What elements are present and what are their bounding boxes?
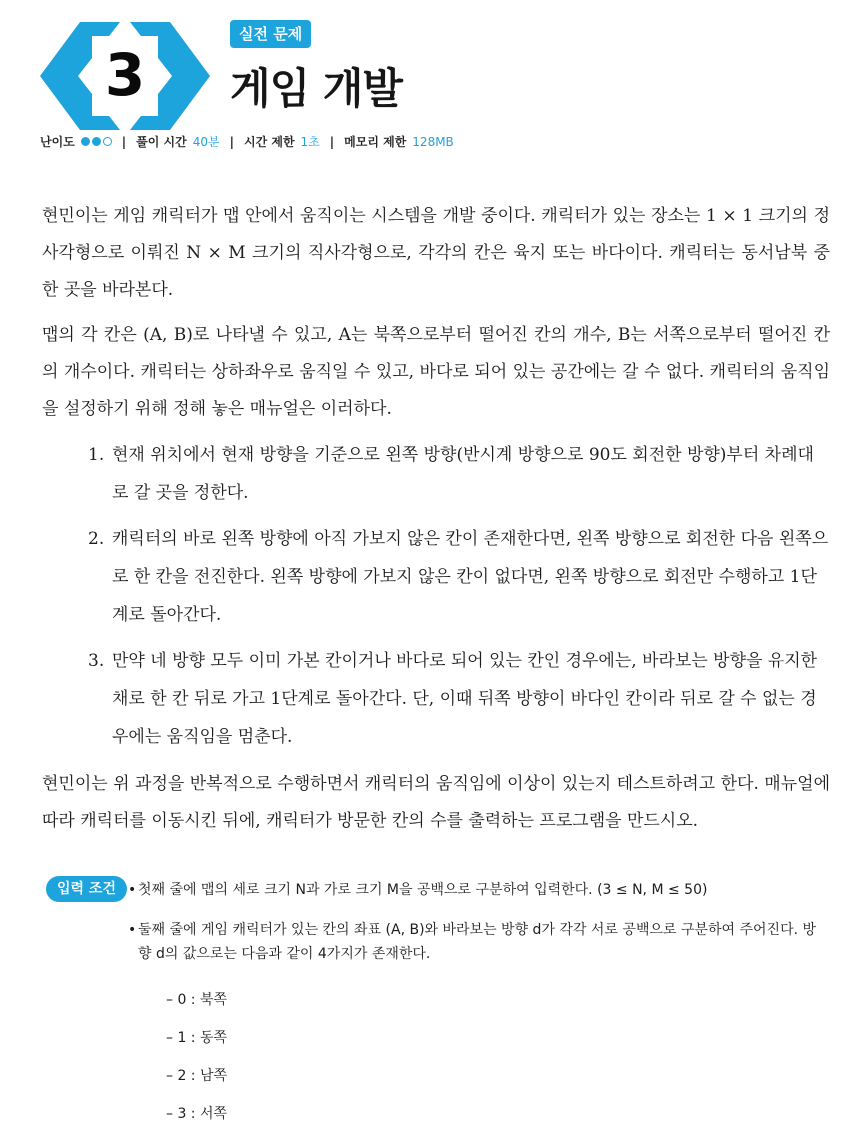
step-number: 2.	[88, 529, 105, 549]
input-line-1: • 첫째 줄에 맵의 세로 크기 N과 가로 크기 M을 공백으로 구분하여 입력한다. (3 ≤ N, M ≤ 50)	[138, 878, 828, 902]
direction-south: – 2 : 남쪽	[166, 1068, 228, 1084]
page-title: 게임 개발	[230, 64, 402, 113]
solve-time-label: 풀이 시간	[136, 135, 187, 149]
step-item	[88, 642, 830, 756]
separator: |	[121, 134, 127, 149]
input-line-2: • 둘째 줄에 게임 캐릭터가 있는 칸의 좌표 (A, B)와 바라보는 방향 d가 각각 서로 공백으로 구분하여 주어진다. 방향 d의 값으로는 다음과 같이 4가지가 존재한다.	[138, 918, 828, 966]
direction-north: – 0 : 북쪽	[166, 992, 228, 1008]
intro-paragraph: 현민이는 게임 캐릭터가 맵 안에서 움직이는 시스템을 개발 중이다. 캐릭터가 있는 장소는 1 × 1 크기의 정사각형으로 이뤄진 N × M 크기의 직사각형으로, 각각의 칸은 육지 또는 바다이다. 캐릭터는 동서남북 중 한 곳을 바라본다.	[42, 206, 830, 300]
step-number: 3.	[88, 651, 105, 671]
difficulty-dot-filled	[81, 137, 90, 146]
step-text: 현재 위치에서 현재 방향을 기준으로 왼쪽 방향(반시계 방향으로 90도 회전한 방향)부터 차례대로 갈 곳을 정한다.	[112, 445, 814, 503]
separator: |	[229, 134, 234, 149]
problem-meta	[40, 133, 454, 150]
input-conditions-badge: 입력 조건	[46, 876, 127, 902]
time-limit-value: 1초	[300, 135, 320, 149]
practice-badge: 실전 문제	[230, 20, 311, 48]
closing-paragraph: 현민이는 위 과정을 반복적으로 수행하면서 캐릭터의 움직임에 이상이 있는지 테스트하려고 한다. 매뉴얼에 따라 캐릭터를 이동시킨 뒤에, 캐릭터가 방문한 칸의 수를 출력하는 프로그램을 만드시오.	[42, 774, 830, 831]
step-number: 1.	[88, 445, 105, 465]
problem-number: 3	[104, 41, 146, 109]
difficulty-dots	[81, 137, 112, 146]
memory-limit-label: 메모리 제한	[344, 135, 407, 149]
problem-number-logo	[40, 22, 210, 130]
difficulty-dot-filled	[92, 137, 101, 146]
difficulty-dot-empty	[103, 137, 112, 146]
step-item	[88, 520, 830, 634]
difficulty-label: 난이도	[40, 135, 75, 149]
memory-limit-value: 128MB	[412, 134, 454, 149]
problem-statement	[42, 198, 830, 848]
step-text: 캐릭터의 바로 왼쪽 방향에 아직 가보지 않은 칸이 존재한다면, 왼쪽 방향으로 회전한 다음 왼쪽으로 한 칸을 전진한다. 왼쪽 방향에 가보지 않은 칸이 없다면, 왼쪽 방향으로 회전만 수행하고 1단계로 돌아간다.	[112, 529, 829, 625]
time-limit-label: 시간 제한	[243, 135, 295, 149]
direction-west: – 3 : 서쪽	[166, 1106, 228, 1122]
step-text: 만약 네 방향 모두 이미 가본 칸이거나 바다로 되어 있는 칸인 경우에는, 바라보는 방향을 유지한 채로 한 칸 뒤로 가고 1단계로 돌아간다. 단, 이때 뒤쪽 방향이 바다인 칸이라 뒤로 갈 수 없는 경우에는 움직임을 멈춘다.	[112, 651, 818, 747]
separator: |	[329, 134, 335, 149]
manual-steps	[42, 436, 830, 756]
direction-east: – 1 : 동쪽	[166, 1030, 228, 1046]
step-item	[88, 436, 830, 512]
solve-time-value: 40분	[192, 135, 220, 149]
map-paragraph: 맵의 각 칸은 (A, B)로 나타낼 수 있고, A는 북쪽으로부터 떨어진 칸의 개수, B는 서쪽으로부터 떨어진 칸의 개수이다. 캐릭터는 상하좌우로 움직일 수 있고, 바다로 되어 있는 공간에는 갈 수 없다. 캐릭터의 움직임을 설정하기 위해 정해 놓은 매뉴얼은 이러하다.	[42, 325, 830, 419]
